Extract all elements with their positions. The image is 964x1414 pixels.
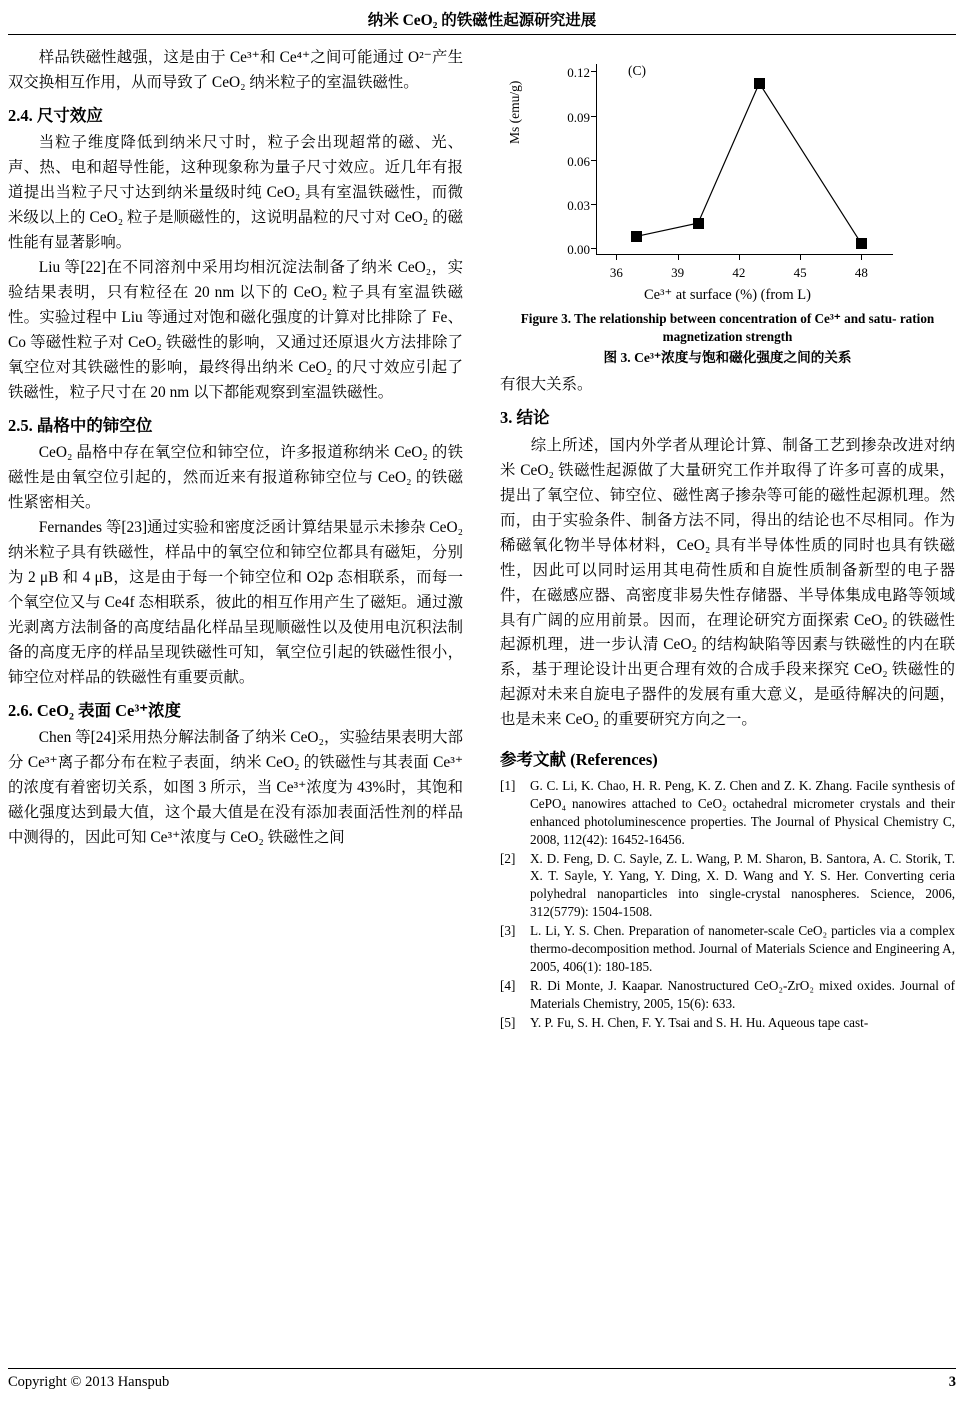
paragraph-liu-study: Liu 等[22]在不同溶剂中采用均相沉淀法制备了纳米 CeO₂，实验结果表明，只有粒径在 20 nm 以下的 CeO₂ 粒子具有室温铁磁性。实验过程中 Liu 等通过对饱和磁化强度的计算对比排除了 Fe、Co 等磁性粒子对 CeO₂ 铁磁性的影响，又通过还原退火方法排除了氧空位对其铁磁性的影响，最终得出纳米 CeO₂ 的尺寸效应引起了铁磁性，粒子尺寸在 20 nm 以下都能观察到室温铁磁性。	[8, 259, 463, 401]
figure-caption-en-line2: ration magnetization strength	[662, 311, 935, 345]
reference-number: [4]	[500, 978, 516, 994]
reference-text: R. Di Monte, J. Kaapar. Nanostructured CeO₂-ZrO₂ mixed oxides. Journal of Materials Chemistry, 2005, 15(6): 633.	[530, 978, 955, 1012]
reference-item	[500, 777, 955, 849]
chart-x-tick-label: 39	[671, 265, 685, 280]
chart-x-tick-label: 42	[732, 265, 746, 280]
chart-y-axis-label: Ms (emu/g)	[507, 80, 522, 144]
reference-text: G. C. Li, K. Chao, H. R. Peng, K. Z. Chen and Z. K. Zhang. Facile synthesis of CePO₄ nanowires attached to CeO₂ octahedral micrometer crystals and their enhanced photoluminescence properties. The Journal of Physical Chemistry C, 2008, 112(42): 16452-16456.	[530, 777, 955, 847]
chart-y-tick-label: 0.12	[567, 65, 590, 81]
running-head: 纳米 CeO₂ 的铁磁性起源研究进展	[367, 12, 597, 29]
chart-data-point	[693, 218, 704, 229]
figure-3	[500, 46, 955, 369]
paragraph-conclusion: 综上所述，国内外学者从理论计算、制备工艺到掺杂改进对纳米 CeO₂ 铁磁性起源做了大量研究工作并取得了许多可喜的成果，提出了氧空位、铈空位、磁性离子掺杂等可能的磁性起源机理。然而，由于实验条件、制备方法不同，得出的结论也不尽相同。作为稀磁氧化物半导体材料，CeO₂ 具有半导体性质的同时也具有铁磁性，因此可以同时运用其电荷性质和自旋性质制备新型的电子器件，在磁感应器、高密度非易失性存储器、半导体集成电路等领域具有广阔的应用前景。因而，在理论研究方面探索 CeO₂ 的铁磁性起源机理，进一步认清 CeO₂ 的结构缺陷等因素与铁磁性的内在联系，基于理论设计出更合理有效的合成手段来探究 CeO₂ 铁磁性的起源对未来自旋电子器件的发展有重大意义，是亟待解决的问题，也是未来 CeO₂ 的重要研究方向之一。	[500, 436, 955, 729]
chart-series-line	[500, 46, 955, 308]
footer-page-number: 3	[948, 1374, 956, 1390]
references-heading: 参考文献 (References)	[500, 750, 658, 770]
reference-item	[500, 850, 955, 922]
reference-item	[500, 922, 955, 976]
paragraph-chen-study: Chen 等[24]采用热分解法制备了纳米 CeO₂，实验结果表明大部分 Ce³⁺离子都分布在粒子表面，纳米 CeO₂ 的铁磁性与其表面 Ce³⁺的浓度有着密切关系，如图 3 所示，当 Ce³⁺浓度为 43%时，其饱和磁化强度达到最大值，这个最大值是在没有添加表面活性剂的样品中测得的，因此可知 Ce³⁺浓度与 CeO₂ 铁磁性之间	[8, 729, 463, 847]
chart-data-point	[631, 231, 642, 242]
paragraph-continuation: 样品铁磁性越强，这是由于 Ce³⁺和 Ce⁴⁺之间可能通过 O²⁻产生双交换相互作用，从而导致了 CeO₂ 纳米粒子的室温铁磁性。	[8, 49, 463, 91]
header-rule	[8, 34, 956, 35]
chart-y-tick-label: 0.03	[567, 197, 590, 213]
paragraph-fernandes-study: Fernandes 等[23]通过实验和密度泛函计算结果显示未掺杂 CeO₂ 纳米粒子具有铁磁性，样品中的氧空位和铈空位都具有磁矩，分别为 2 μB 和 4 μB，这是由于每一个铈空位和 O2p 态相联系，而每一个氧空位又与 Ce4f 态相联系，彼此的相互作用产生了磁矩。通过激光剥离方法制备的高度结晶化样品呈现顺磁性以及使用电沉积法制备的高度无序的样品呈现铁磁性可知，氧空位引起的铁磁性很小，铈空位对样品的铁磁性有重要贡献。	[8, 519, 463, 686]
chart-data-point	[754, 78, 765, 89]
reference-number: [2]	[500, 850, 516, 866]
references-list	[500, 777, 955, 1032]
chart-y-tick-label: 0.09	[567, 109, 590, 125]
reference-text: Y. P. Fu, S. H. Chen, F. Y. Tsai and S. H. Hu. Aqueous tape cast-	[530, 1015, 869, 1031]
chart-y-tick-label: 0.00	[567, 242, 590, 258]
paragraph-ce-vacancy: CeO₂ 晶格中存在氧空位和铈空位，许多报道称纳米 CeO₂ 的铁磁性是由氧空位引起的，然而近来有报道称铈空位与 CeO₂ 的铁磁性紧密相关。	[8, 444, 463, 512]
section-heading-3: 3. 结论	[500, 408, 550, 428]
reference-text: X. D. Feng, D. C. Sayle, Z. L. Wang, P. M. Sharon, B. Santora, A. C. Storik, T. X. T. Sayle, Y. Yang, Y. Ding, X. D. Wang and Y. S. Her. Converting ceria polyhedral nanoparticles into single-crystal nanospheres. Science, 2006, 312(5779): 1504-1508.	[530, 850, 955, 920]
reference-item	[500, 977, 955, 1013]
section-heading-2-6: 2.6. CeO₂ 表面 Ce³⁺浓度	[8, 700, 182, 720]
reference-text: L. Li, Y. S. Chen. Preparation of nanometer-scale CeO₂ particles via a complex thermo-decomposition method. Journal of Materials Science and Engineering A, 2005, 406(1): 180-185.	[530, 923, 955, 975]
chart-data-point	[856, 238, 867, 249]
left-column	[8, 46, 463, 851]
chart-panel-label: (C)	[628, 63, 646, 78]
paragraph-continuation-right: 有很大关系。	[500, 376, 593, 394]
footer-copyright: Copyright © 2013 Hanspub	[8, 1374, 170, 1390]
chart-x-tick-label: 36	[609, 265, 623, 280]
figure-caption-cn: 图 3. Ce³⁺浓度与饱和磁化强度之间的关系	[603, 350, 852, 366]
right-column	[500, 46, 955, 1033]
section-heading-2-4: 2.4. 尺寸效应	[8, 105, 103, 125]
footer-rule	[8, 1368, 956, 1369]
chart-plot-area	[500, 46, 955, 308]
section-heading-2-5: 2.5. 晶格中的铈空位	[8, 415, 153, 435]
reference-item	[500, 1014, 955, 1032]
chart-x-axis-label: Ce³⁺ at surface (%) (from L)	[644, 287, 811, 303]
chart-x-tick-label: 48	[854, 265, 868, 280]
paragraph-size-effect: 当粒子维度降低到纳米尺寸时，粒子会出现超常的磁、光、声、热、电和超导性能，这种现象称为量子尺寸效应。近几年有报道提出当粒子尺寸达到纳米量级时纯 CeO₂ 具有室温铁磁性，而微米级以上的 CeO₂ 粒子是顺磁性的，这说明晶粒的尺寸对 CeO₂ 的磁性能有显著影响。	[8, 134, 463, 252]
figure-caption-en	[500, 310, 955, 346]
figure-caption-en-line1: Figure 3. The relationship between concentration of Ce³⁺ and satu-	[520, 311, 897, 326]
chart-x-tick-label: 45	[793, 265, 807, 280]
reference-number: [5]	[500, 1015, 516, 1031]
chart-y-tick-label: 0.06	[567, 153, 590, 169]
reference-number: [3]	[500, 923, 516, 939]
reference-number: [1]	[500, 777, 516, 793]
